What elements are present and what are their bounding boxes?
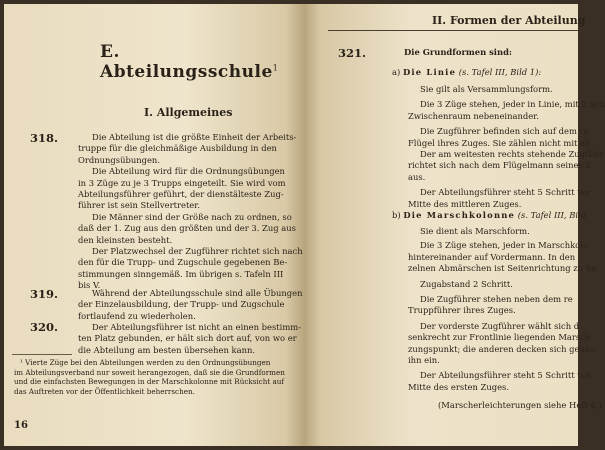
text-line: senkrecht zur Frontlinie liegenden Marsch — [408, 332, 591, 343]
text-line: Die Abteilung wird für die Ordnungsübungen — [92, 166, 285, 177]
text-line: den für die Trupp- und Zugschule gegebenen Be- — [78, 257, 288, 268]
text-line: Abteilungsführer geführt, der dienstälteste Zug- — [78, 189, 284, 200]
text-line: Der Abteilungsführer steht 5 Schritt vor — [420, 370, 592, 381]
footnote — [14, 358, 292, 396]
text-line: Die 3 Züge stehen, jeder in Marschkolo — [420, 240, 588, 251]
text-line: fortlaufend zu wiederholen. — [78, 310, 196, 321]
book-spread — [4, 4, 605, 446]
text-line: bis V. — [78, 280, 101, 291]
paragraph-number-318: 318. — [30, 131, 59, 145]
text-line: truppe für die gleichmäßige Ausbildung in den — [78, 143, 277, 154]
text-line: daß der 1. Zug aus den größten und der 3. Zug aus — [78, 223, 296, 234]
text-line: Sie gilt als Versammlungsform. — [420, 84, 553, 94]
text-line: Die Zugführer befinden sich auf dem re — [420, 126, 589, 137]
paragraph-319-text — [78, 288, 303, 322]
text-line: die Abteilung am besten übersehen kann. — [78, 344, 256, 355]
text-line: Zugabstand 2 Schritt. — [420, 278, 513, 289]
text-line: Sie dient als Marschform. — [420, 226, 530, 236]
text-line: zungspunkt; die anderen decken sich genau — [408, 343, 596, 354]
text-line: Der Platzwechsel der Zugführer richtet sich nach — [92, 246, 303, 257]
text-line: richtet sich nach dem Flügelmann seines Z — [408, 160, 592, 171]
running-head: II. Formen der Abteilung — [432, 14, 586, 27]
item-a-text — [408, 84, 605, 210]
footnote-line: und die einfachsten Bewegungen in der Marschkolonne mit Rücksicht auf — [14, 377, 285, 387]
text-line: Mitte des ersten Zuges. — [408, 381, 510, 392]
text-line: Der Abteilungsführer ist nicht an einen bestimm- — [92, 322, 302, 332]
footnote-rule — [12, 354, 72, 355]
text-line: Die Abteilung ist die größte Einheit der Arbeits- — [92, 132, 297, 142]
item-label: a) — [392, 67, 401, 77]
text-line: ihn ein. — [408, 355, 440, 366]
item-term: Die Linie — [402, 67, 457, 77]
text-line: Der vorderste Zugführer wählt sich d — [420, 320, 580, 331]
item-label: b) — [392, 210, 401, 220]
text-line: hintereinander auf Vordermann. In den — [408, 251, 576, 262]
text-line: in 3 Züge zu je 3 Trupps eingeteilt. Sie wird vom — [78, 177, 286, 188]
text-line: ten Platz gebunden, er hält sich dort auf, von wo er — [78, 333, 297, 344]
paragraph-318-text — [78, 132, 303, 292]
text-line: Flügel ihres Zuges. Sie zählen nicht mit ab — [408, 137, 591, 148]
item-b-text — [408, 226, 597, 393]
paragraph-320-text — [78, 322, 302, 356]
footnote-line: ¹ Vierte Züge bei den Abteilungen werden zu den Ordnungsübungen — [20, 358, 271, 367]
section-title: I. Allgemeines — [144, 106, 233, 119]
item-ref: (s. Tafel III, Bild — [517, 210, 587, 220]
item-term: Die Marschkolonne — [403, 210, 516, 220]
text-line: Mitte des mittleren Zuges. — [408, 198, 522, 209]
paragraph-number-321: 321. — [338, 46, 367, 60]
item-b-heading — [392, 210, 587, 221]
text-line: führer ist sein Stellvertreter. — [78, 200, 201, 211]
chapter-title: E. Abteilungsschule$^1$ — [100, 42, 279, 82]
right-page — [304, 4, 605, 446]
page-number: 16 — [14, 420, 28, 431]
item-ref: (s. Tafel III, Bild 1): — [458, 67, 542, 77]
text-line: stimmungen sinngemäß. Im übrigen s. Tafeln III — [78, 268, 284, 279]
paragraph-number-320: 320. — [30, 320, 59, 334]
closing-note: (Marscherleichterungen siehe Heft 4.) — [438, 400, 602, 410]
left-page — [4, 4, 304, 446]
text-line: der Einzelausbildung, der Trupp- und Zugschule — [78, 299, 285, 310]
footnote-line: im Abteilungsverband nur soweit herangezogen, daß sie die Grundformen — [14, 367, 285, 377]
text-line: Die Männer sind der Größe nach zu ordnen, so — [92, 211, 292, 222]
text-line: aus. — [408, 171, 426, 182]
running-head-rule — [328, 30, 578, 31]
text-line: Ordnungsübungen. — [78, 154, 160, 165]
text-line: Truppführer ihres Zuges. — [408, 305, 516, 316]
text-line: Die 3 Züge stehen, jeder in Linie, mit 2 Sch — [420, 99, 605, 110]
footnote-line: das Auftreten vor der Öffentlichkeit beherrschen. — [14, 386, 195, 396]
text-line: zelnen Abmärschen ist Seitenrichtung zu ha — [408, 263, 597, 274]
text-line: den kleinsten besteht. — [78, 234, 173, 245]
intro-line: Die Grundformen sind: — [404, 47, 513, 57]
item-a-heading — [392, 67, 582, 78]
paragraph-number-319: 319. — [30, 287, 59, 301]
text-line: Der am weitesten rechts stehende Zugführ — [420, 149, 603, 160]
text-line: Während der Abteilungsschule sind alle Übungen — [92, 288, 303, 298]
text-line: Die Zugführer stehen neben dem re — [420, 294, 573, 305]
text-line: Der Abteilungsführer steht 5 Schritt vor — [420, 187, 592, 198]
footnote-mark: 1 — [272, 63, 279, 73]
text-line: Zwischenraum nebeneinander. — [408, 110, 539, 121]
